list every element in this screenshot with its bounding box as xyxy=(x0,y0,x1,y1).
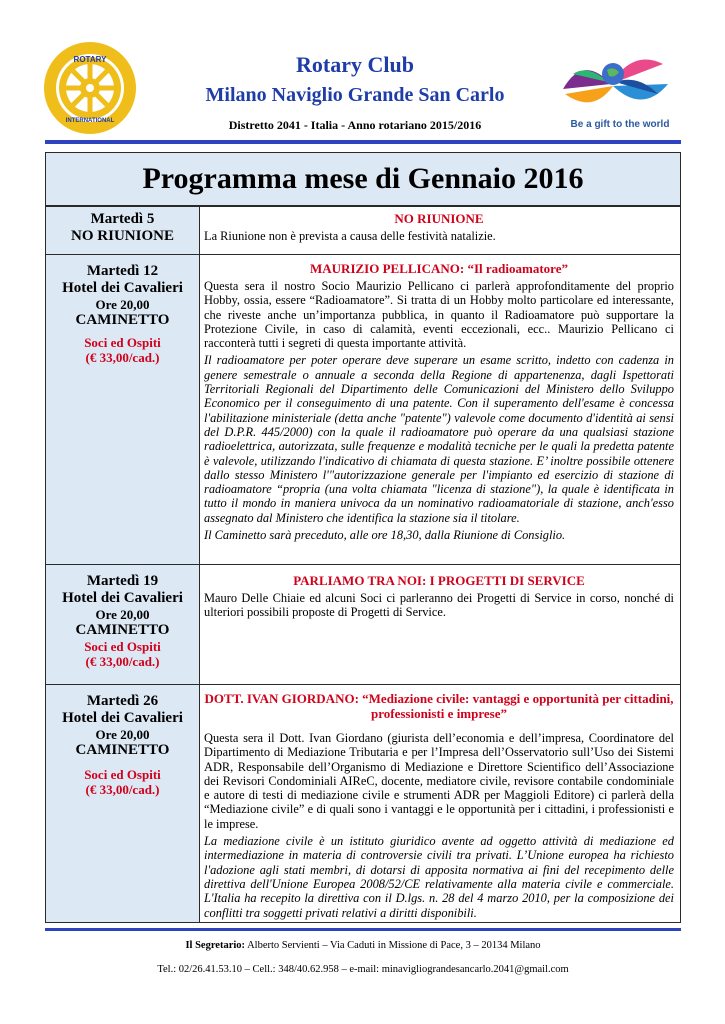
event-info xyxy=(46,685,200,923)
event-guests: Soci ed Ospiti xyxy=(84,335,161,350)
event-time: Ore 20,00 xyxy=(95,297,150,312)
event-body: La Riunione non è prevista a causa delle festività natalizie. xyxy=(204,229,496,243)
svg-text:ROTARY: ROTARY xyxy=(73,55,107,64)
event-details xyxy=(200,255,681,565)
event-row xyxy=(46,207,681,255)
event-guests: Soci ed Ospiti xyxy=(84,639,161,654)
event-heading: PARLIAMO TRA NOI: I PROGETTI DI SERVICE xyxy=(293,573,585,588)
event-day: Martedì 19 xyxy=(86,573,159,589)
event-info xyxy=(46,565,200,685)
event-price: (€ 33,00/cad.) xyxy=(85,654,160,669)
event-row xyxy=(46,255,681,565)
event-row xyxy=(46,565,681,685)
event-day: Martedì 5 xyxy=(90,211,155,227)
event-place: Hotel dei Cavalieri xyxy=(62,590,183,606)
page-title: Programma mese di Gennaio 2016 xyxy=(45,152,681,206)
event-day: Martedì 12 xyxy=(86,263,159,279)
event-place: Hotel dei Cavalieri xyxy=(62,280,183,296)
rotary-logo xyxy=(42,40,138,136)
event-room: CAMINETTO xyxy=(75,742,170,758)
event-note: Il radioamatore per poter operare deve superare un esame scritto, indetto con cadenza in genere semestrale o annuale a seconda della Regione di appartenenza, dagli Ispettorati Territoriali Regionali del Dipartimento delle Comunicazioni del Ministero dello Sviluppo Economico per il conseguimento di una patente. Con il superamento dell'esame è concessa l'abilitazione ministeriale (detta anche "patente") valevole come documento d'identità ai sensi del D.P.R. 445/2000) con la quale il radioamatore può operare da una qualsiasi stazione radioelettrica, autorizzata, sulle frequenze e modalità tecniche per le quali la predetta patente è valevole, utilizzando l'indicativo di chiamata di questa stazione. E’ inoltre possibile ottenere dallo stesso Ministero l'"autorizzazione generale per l'impianto ed esercizio di stazione di radioamatore “propria (una volta chiamata "licenza di stazione"), la quale è identificata in tutto il mondo in maniera univoca da un nominativo radioamatoriale di stazione, anch'esso assegnato dal Ministero che identifica la stazione sia il titolare. xyxy=(204,353,674,525)
event-place: NO RIUNIONE xyxy=(71,228,174,244)
event-time: Ore 20,00 xyxy=(95,727,150,742)
footer-rule xyxy=(45,928,681,931)
event-time: Ore 20,00 xyxy=(95,607,150,622)
event-info xyxy=(46,255,200,565)
secretary-label: Il Segretario: xyxy=(185,940,246,951)
event-body: Questa sera il Dott. Ivan Giordano (giurista dell’economia e dell’impresa, Coordinatore del Dipartimento di Mediazione Tributaria e per l’Impresa dell’Osservatorio sull’Uso dei Sistemi ADR, Responsabile dell’Organismo di Mediazione e Direttore Scientifico dell’Associazione dei Revisori Condominiali AIReC, docente, mediatore civile, revisore contabile condominiale e autore di testi di mediazione civile e strumenti ADR per Maggioli Editore) ci parlerà della “Mediazione civile” e di quali sono i vantaggi e le opportunità per i cittadini, i professionisti e le imprese. xyxy=(204,731,674,831)
event-room: CAMINETTO xyxy=(75,622,170,638)
event-info xyxy=(46,207,200,255)
tagline: Be a gift to the world xyxy=(570,119,670,130)
event-room: CAMINETTO xyxy=(75,312,170,328)
event-day: Martedì 26 xyxy=(86,693,159,709)
event-note-2: Il Caminetto sarà preceduto, alle ore 18,30, dalla Riunione di Consiglio. xyxy=(204,528,566,543)
club-name: Milano Naviglio Grande San Carlo xyxy=(205,84,505,106)
event-body: Questa sera il nostro Socio Maurizio Pellicano ci parlerà approfonditamente del proprio Hobby, ossia, essere “Radioamatore”. Si tratta di un Hobby molto particolare ed interessante, che riveste anche un’importanza pubblica, in quanto il Radioamatore può supportare la Protezione Civile, in caso di calamità, eventi eccezionali, ecc.. Maurizio Pellicano ci racconterà tutti i segreti di questa importante attività. xyxy=(204,279,674,351)
event-details xyxy=(200,685,681,923)
event-price: (€ 33,00/cad.) xyxy=(85,782,160,797)
event-heading: NO RIUNIONE xyxy=(394,211,484,226)
header-rule xyxy=(45,140,681,144)
event-row xyxy=(46,685,681,923)
event-price: (€ 33,00/cad.) xyxy=(85,350,160,365)
event-heading: MAURIZIO PELLICANO: “Il radioamatore” xyxy=(310,261,568,276)
secretary-text: Alberto Servienti – Via Caduti in Missione di Pace, 3 – 20134 Milano xyxy=(247,940,541,951)
event-guests: Soci ed Ospiti xyxy=(84,767,161,782)
event-note: La mediazione civile è un istituto giuridico avente ad oggetto attività di mediazione ed intermediazione in materia di controversie civili tra privati. L’Unione europea ha richiesto l'adozione agli stati membri, di dotarsi di apposita normativa ai fini del recepimento delle direttiva dell'Unione Europea 2008/52/CE relativamente alla materia civile e commerciale. L'Italia ha recepito la direttiva con il D.lgs. n. 28 del 4 marzo 2010, per la composizione dei conflitti tra soggetti privati relativi a diritti disponibili. xyxy=(204,834,674,920)
district-info: Distretto 2041 - Italia - Anno rotariano 2015/2016 xyxy=(228,118,482,132)
event-details xyxy=(200,207,681,255)
program-table xyxy=(45,206,681,923)
svg-text:INTERNATIONAL: INTERNATIONAL xyxy=(65,118,115,124)
secretary-line xyxy=(45,940,681,951)
club-title: Rotary Club xyxy=(296,52,414,77)
event-place: Hotel dei Cavalieri xyxy=(62,710,183,726)
event-heading: DOTT. IVAN GIORDANO: “Mediazione civile: vantaggi e opportunità per cittadini, professionisti e imprese” xyxy=(204,691,674,721)
event-body: Mauro Delle Chiaie ed alcuni Soci ci parleranno dei Progetti di Service in corso, nonché di ulteriori possibili proposte di Progetti di Service. xyxy=(204,591,674,620)
contacts-line: Tel.: 02/26.41.53.10 – Cell.: 348/40.62.958 – e-mail: minavigliograndesancarlo.2041@gmail.com xyxy=(157,964,569,975)
event-details xyxy=(200,565,681,685)
